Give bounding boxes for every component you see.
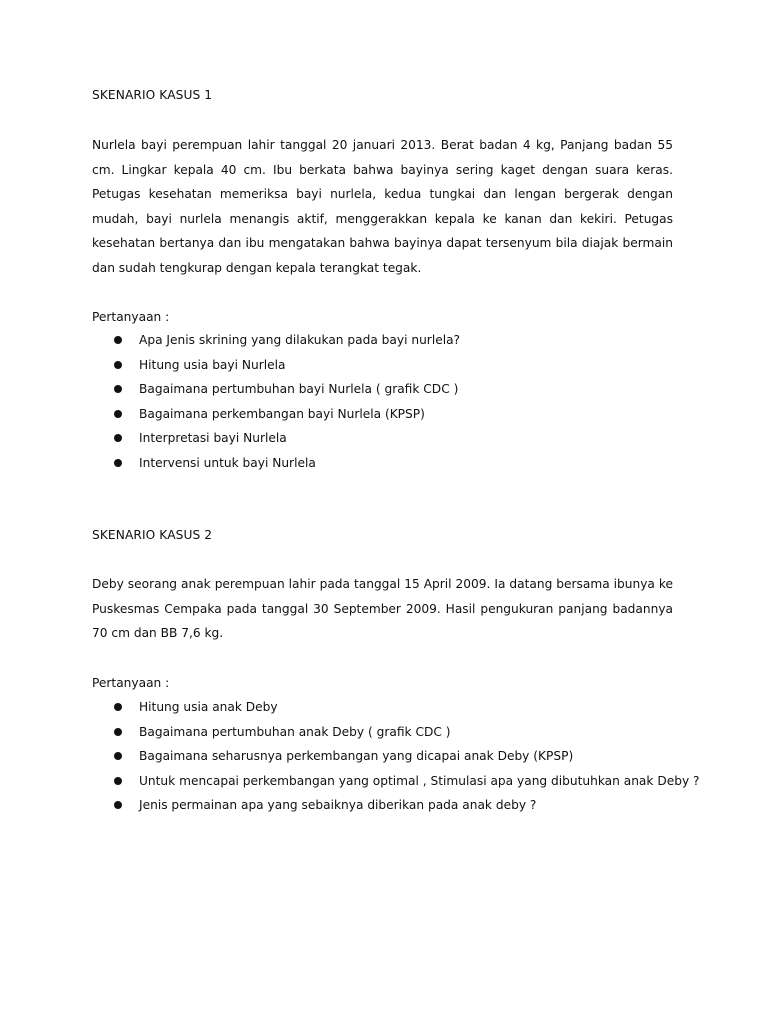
case2-question-text: Bagaimana pertumbuhan anak Deby ( grafik CDC ): [139, 724, 451, 739]
case1-paragraph: Nurlela bayi perempuan lahir tanggal 20 januari 2013. Berat badan 4 kg, Panjang badan 55 cm. Lingkar kepala 40 cm. Ibu berkata bahwa bayinya sering kaget dengan suara keras. Petugas kesehatan memeriksa bayi nurlela, kedua tungkai dan lengan bergerak dengan mudah, bayi nurlela menangis aktif, menggerakkan kepala ke kanan dan kekiri. Petugas kesehatan bertanya dan ibu mengatakan bahwa bayinya dapat tersenyum bila diajak bermain dan sudah tengkurap dengan kepala terangkat tegak.: [92, 138, 673, 275]
bullet-icon: [114, 777, 122, 785]
case1-question-text: Interpretasi bayi Nurlela: [139, 431, 287, 446]
case2-question-list: [92, 695, 700, 818]
case1-questions-label: Pertanyaan :: [92, 310, 170, 324]
bullet-icon: [114, 336, 122, 344]
bullet-icon: [114, 728, 122, 736]
case1-question-item: [92, 328, 460, 353]
case1-question-text: Apa Jenis skrining yang dilakukan pada bayi nurlela?: [139, 333, 461, 347]
case1-question-item: [92, 353, 460, 378]
case2-paragraph: Deby seorang anak perempuan lahir pada tanggal 15 April 2009. Ia datang bersama ibunya ke Puskesmas Cempaka pada tanggal 30 September 2009. Hasil pengukuran panjang badannya 70 cm dan BB 7,6 kg.: [92, 577, 673, 641]
case2-question-text: Untuk mencapai perkembangan yang optimal , Stimulasi apa yang dibutuhkan anak Deby ?: [139, 773, 700, 788]
case2-title: SKENARIO KASUS 2: [92, 528, 213, 542]
case2-question-item: [92, 695, 700, 720]
case2-question-text: Hitung usia anak Deby: [139, 700, 278, 714]
case2-question-item: [92, 744, 700, 769]
case2-question-text: Bagaimana seharusnya perkembangan yang dicapai anak Deby (KPSP): [139, 749, 574, 764]
case1-question-item: [92, 402, 460, 427]
case1-question-item: [92, 451, 460, 476]
bullet-icon: [114, 385, 122, 393]
case1-question-text: Bagaimana pertumbuhan bayi Nurlela ( grafik CDC ): [139, 382, 459, 397]
bullet-icon: [114, 361, 122, 369]
bullet-icon: [114, 434, 122, 442]
bullet-icon: [114, 801, 122, 809]
bullet-icon: [114, 410, 122, 418]
case1-question-item: [92, 426, 460, 451]
bullet-icon: [114, 752, 122, 760]
case2-question-text: Jenis permainan apa yang sebaiknya diberikan pada anak deby ?: [139, 798, 537, 813]
case1-question-text: Bagaimana perkembangan bayi Nurlela (KPSP): [139, 406, 425, 421]
case1-question-text: Intervensi untuk bayi Nurlela: [139, 455, 316, 470]
case1-question-text: Hitung usia bayi Nurlela: [139, 357, 286, 372]
case2-question-item: [92, 769, 700, 794]
case2-question-item: [92, 720, 700, 745]
case1-title: SKENARIO KASUS 1: [92, 88, 213, 102]
case1-question-list: [92, 328, 460, 476]
case2-question-item: [92, 793, 700, 818]
bullet-icon: [114, 703, 122, 711]
case2-questions-label: Pertanyaan :: [92, 676, 170, 690]
case1-question-item: [92, 377, 460, 402]
bullet-icon: [114, 459, 122, 467]
